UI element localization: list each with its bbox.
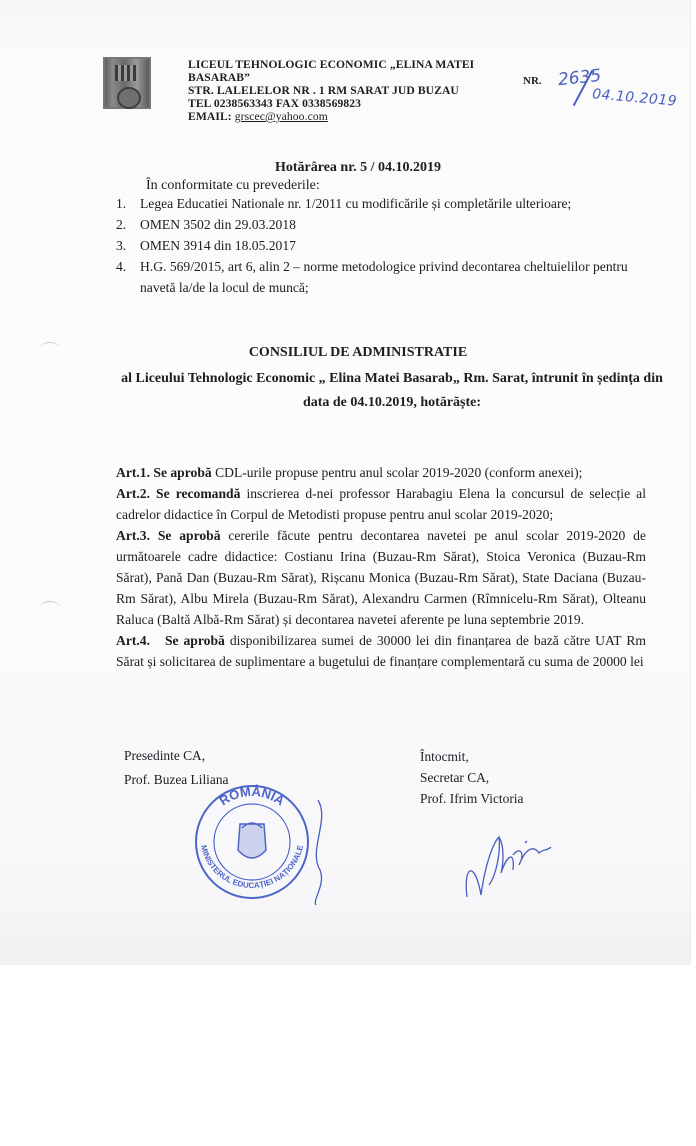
- legal-basis-item: [116, 256, 650, 298]
- article-text: cererile făcute pentru decontarea navetei pe anul scolar 2019-2020 de următoarele cadre didactice: Costianu Irina (Buzau-Rm Sărat), Stoica Veronica (Buzau-Rm Sărat), Pană Dan (Buzau-Rm Sărat), Rișcanu Monica (Buzau-Rm Sărat), State Daciana (Buzau-Rm Sărat), Albu Mirela (Buzau-Rm Sărat), Alexandru Carmen (Rîmnicelu-Rm Sărat), Olteanu Raluca (Baltă Albă-Rm Sărat) și decontarea navetei aferente pe luna septembrie 2019.: [116, 528, 646, 627]
- council-subtitle: [92, 367, 692, 415]
- article-label: Art.1.: [116, 465, 150, 480]
- stamp-ring-text: MINISTERUL EDUCAȚIEI NAȚIONALE: [198, 844, 306, 891]
- decision-intro: În conformitate cu prevederile:: [146, 178, 320, 193]
- secretary-role: Secretar CA,: [420, 770, 490, 785]
- article-3: [116, 525, 646, 630]
- item-number: 1.: [116, 196, 127, 211]
- item-number: 4.: [116, 259, 127, 274]
- legal-bases-list: [116, 193, 650, 298]
- item-text: OMEN 3502 din 29.03.2018: [140, 217, 296, 232]
- article-text: CDL-urile propuse pentru anul scolar 2019-2020 (conform anexei);: [215, 465, 583, 480]
- article-verb: Se aprobă: [153, 465, 212, 480]
- article-1: [116, 462, 646, 483]
- item-number: 3.: [116, 238, 127, 253]
- registration-date-handwritten: 04.10.2019: [591, 86, 678, 110]
- letterhead: [188, 58, 474, 123]
- article-verb: Se aprobă: [157, 528, 221, 543]
- article-2: [116, 483, 646, 525]
- email-label: EMAIL:: [188, 110, 232, 123]
- stamp-top-text: ROMÂNIA: [216, 783, 288, 809]
- article-label: Art.4.: [116, 633, 150, 648]
- article-label: Art.2.: [116, 486, 150, 501]
- prepared-by-label: Întocmit,: [420, 749, 469, 764]
- institution-email-row: [188, 110, 474, 123]
- signature-block-secretary: [420, 746, 523, 809]
- email-link[interactable]: grscec@yahoo.com: [234, 110, 328, 123]
- item-number: 2.: [116, 217, 127, 232]
- school-logo-icon: [103, 57, 151, 109]
- president-role: Presedinte CA,: [124, 748, 206, 763]
- article-text: disponibilizarea sumei de 30000 lei din finanțarea de bază către UAT Rm Sărat și solicitarea de suplimentare a bugetului de finanțare complementară cu suma de 20000 lei: [116, 633, 646, 669]
- secretary-signature-icon: [455, 825, 565, 905]
- secretary-name: Prof. Ifrim Victoria: [420, 791, 524, 806]
- council-subtitle-line1: al Liceului Tehnologic Economic „ Elina Matei Basarab„ Rm. Sarat, întrunit în ședința din: [121, 371, 663, 386]
- institution-phone-fax: TEL 0238563343 FAX 0338569823: [188, 97, 362, 110]
- punch-hole-mark: [40, 601, 60, 614]
- svg-text:ROMÂNIA: [217, 784, 288, 809]
- legal-basis-item: [116, 235, 650, 256]
- registration-number-handwritten: 2635: [557, 65, 603, 91]
- institution-name-line1: LICEUL TEHNOLOGIC ECONOMIC „ELINA MATEI: [188, 58, 475, 71]
- article-text: inscrierea d-nei professor Harabagiu Elena la concursul de selecție al cadrelor didactice în Corpul de Metodisti propuse pentru anul scolar 2019-2020;: [116, 486, 646, 522]
- item-text: Legea Educatiei Nationale nr. 1/2011 cu modificările și completările ulterioare;: [140, 196, 572, 211]
- institution-address: STR. LALELELOR NR . 1 RM SARAT JUD BUZAU: [188, 84, 459, 97]
- president-name: Prof. Buzea Liliana: [124, 772, 229, 787]
- article-label: Art.3.: [116, 528, 150, 543]
- article-4: [116, 630, 646, 672]
- item-text: H.G. 569/2015, art 6, alin 2 – norme metodologice privind decontarea cheltuielilor pentru navetă la/de la locul de muncă;: [140, 259, 628, 295]
- decision-title: Hotărârea nr. 5 / 04.10.2019: [274, 160, 442, 175]
- article-verb: Se recomandă: [156, 486, 241, 501]
- item-text: OMEN 3914 din 18.05.2017: [140, 238, 296, 253]
- legal-basis-item: [116, 193, 650, 214]
- articles: [116, 462, 646, 672]
- legal-basis-item: [116, 214, 650, 235]
- article-verb: Se aprobă: [164, 633, 225, 648]
- official-stamp-icon: [190, 780, 335, 905]
- council-title: CONSILIUL DE ADMINISTRATIE: [248, 345, 468, 360]
- registration-label: NR.: [523, 75, 542, 87]
- council-subtitle-line2: data de 04.10.2019, hotărăște:: [302, 395, 482, 410]
- institution-name-line2: BASARAB”: [188, 71, 251, 84]
- president-signature-icon: [315, 800, 321, 905]
